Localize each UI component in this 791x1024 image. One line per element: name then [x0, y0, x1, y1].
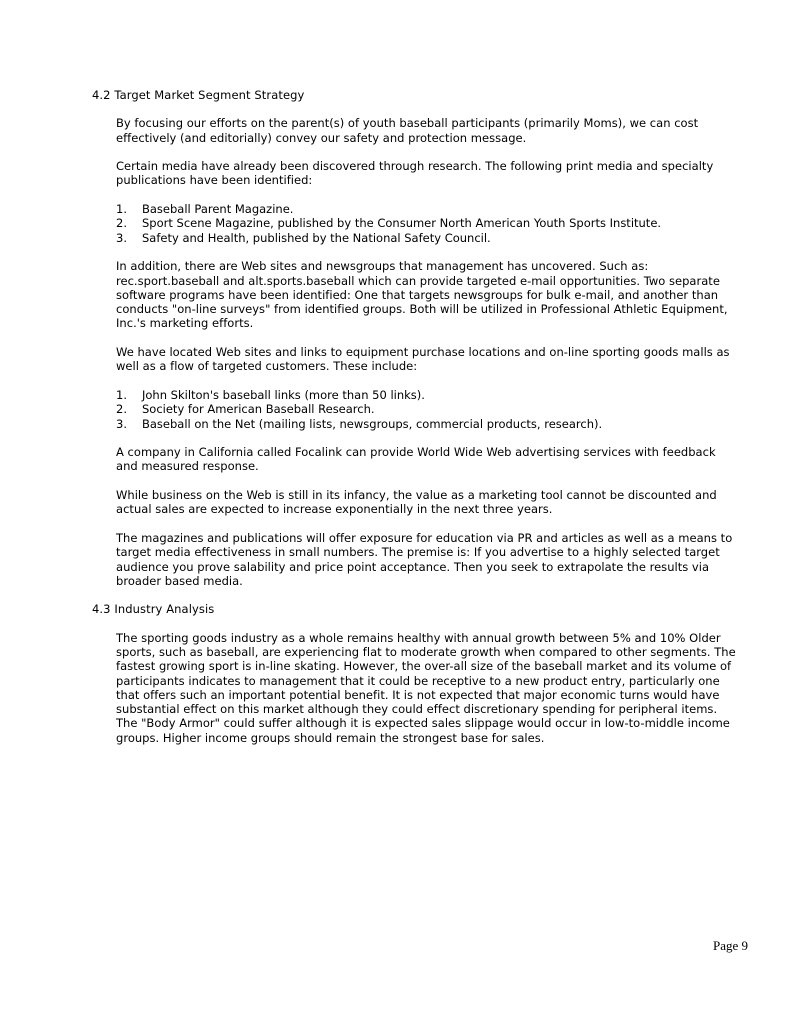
paragraph: The sporting goods industry as a whole remains healthy with annual growth between 5% and 10% Older sports, such as baseball, are experiencing flat to moderate growth when compared to other segments. The fastest growing sport is in-line skating. However, the over-all size of the baseball market and its volume of participants indicates to management that it could be receptive to a new product entry, particularly one that offers such an important potential benefit. It is not expected that major economic turns would have substantial effect on this market although they could effect discretionary spending for peripheral items. The "Body Armor" could suffer although it is expected sales slippage would occur in low-to-middle income groups. Higher income groups should remain the strongest base for sales.	[116, 630, 736, 745]
section-heading-4-3: 4.3 Industry Analysis	[92, 602, 215, 617]
list-item	[116, 402, 737, 416]
list-item-label: Society for American Baseball Research.	[142, 402, 375, 417]
list-item-number: 2.	[116, 402, 127, 417]
list-item	[116, 231, 737, 245]
list-item	[116, 216, 737, 230]
spacer	[116, 188, 737, 202]
paragraph: While business on the Web is still in its infancy, the value as a marketing tool cannot be discounted and actual sales are expected to increase exponentially in the next three years.	[116, 488, 717, 517]
list-item-number: 2.	[116, 216, 127, 231]
list-item	[116, 388, 737, 402]
list-item	[116, 417, 737, 431]
list-item-number: 1.	[116, 387, 127, 402]
numbered-list-media	[116, 202, 737, 245]
list-item-label: Sport Scene Magazine, published by the Consumer North American Youth Sports Institute.	[142, 216, 662, 231]
section-4-2	[92, 88, 737, 588]
paragraph: A company in California called Focalink can provide World Wide Web advertising services with feedback and measured response.	[116, 445, 716, 474]
section-4-2-body	[116, 116, 737, 588]
list-item-number: 3.	[116, 230, 127, 245]
spacer	[92, 588, 737, 602]
list-item-label: Baseball Parent Magazine.	[142, 202, 294, 217]
paragraph: In addition, there are Web sites and newsgroups that management has uncovered. Such as: rec.sport.baseball and alt.sports.baseball which can provide targeted e-mail opportunities. Two separate software programs have been identified: One that targets newsgroups for bulk e-mail, and another than conducts "on-line surveys" from identified groups. Both will be utilized in Professional Athletic Equipment, Inc.'s marketing efforts.	[116, 259, 728, 331]
list-item-number: 3.	[116, 416, 127, 431]
list-item-number: 1.	[116, 202, 127, 217]
spacer	[116, 474, 737, 488]
list-item-label: John Skilton's baseball links (more than 50 links).	[142, 387, 425, 402]
document-body	[92, 88, 737, 745]
section-heading-4-2: 4.2 Target Market Segment Strategy	[92, 88, 305, 102]
spacer	[116, 431, 737, 445]
spacer	[92, 616, 737, 630]
paragraph: We have located Web sites and links to equipment purchase locations and on-line sporting goods malls as well as a flow of targeted customers. These include:	[116, 345, 730, 374]
section-4-3-body	[116, 631, 737, 745]
spacer	[116, 145, 737, 159]
spacer	[116, 374, 737, 388]
page-footer: Page 9	[712, 938, 748, 953]
spacer	[92, 102, 737, 116]
list-item	[116, 202, 737, 216]
section-4-3	[92, 602, 737, 745]
list-item-label: Safety and Health, published by the National Safety Council.	[142, 230, 491, 245]
paragraph: Certain media have already been discovered through research. The following print media and specialty publications have been identified:	[116, 159, 714, 188]
paragraph: The magazines and publications will offer exposure for education via PR and articles as well as a means to target media effectiveness in small numbers. The premise is: If you advertise to a highly selected target audience you prove salability and price point acceptance. Then you seek to extrapolate the results via broader based media.	[116, 530, 733, 588]
list-item-label: Baseball on the Net (mailing lists, newsgroups, commercial products, research).	[142, 416, 603, 431]
spacer	[116, 245, 737, 259]
spacer	[116, 517, 737, 531]
spacer	[116, 331, 737, 345]
paragraph: By focusing our efforts on the parent(s) of youth baseball participants (primarily Moms), we can cost effectively (and editorially) convey our safety and protection message.	[116, 116, 699, 145]
numbered-list-web-links	[116, 388, 737, 431]
